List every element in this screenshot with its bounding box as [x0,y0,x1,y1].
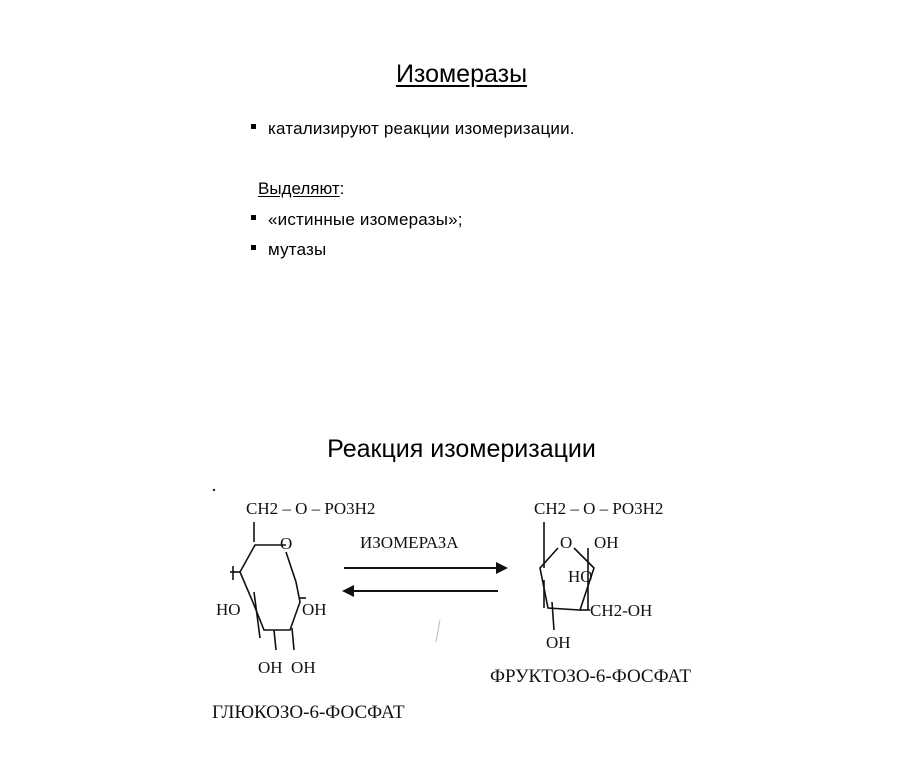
glucose-ring-oxygen: O [280,534,293,553]
distinguish-label-text: Выделяют [258,179,340,198]
isomerization-scheme [200,480,692,730]
enzyme-label: ИЗОМЕРАЗА [360,533,459,552]
glucose-name: ГЛЮКОЗО-6-ФОСФАТ [212,702,405,723]
glucose-oh-bottom-label: OH OH [258,658,316,677]
stray-mark [436,620,440,642]
bullet-catalyze [251,118,575,140]
reaction-subtitle: Реакция изомеризации [327,435,596,463]
fructose-ho-label: HO [568,567,593,586]
glucose-ho-label: HO [216,600,241,619]
glucose-oh-right-label: OH [302,600,327,619]
stray-dot [213,489,215,491]
slide-title-text: Изомеразы [395,60,528,88]
fructose-ch2oh-label: CH2-OH [590,601,653,620]
distinguish-label [258,178,344,200]
bullet-mutases [251,239,326,261]
glucose-ring [230,522,306,650]
bullet-square-icon [251,245,256,250]
slide-title [0,58,923,90]
bullet-mutases-text: мутазы [268,240,327,259]
equilibrium-arrows [342,562,508,597]
glucose-phosphate-group: CH2 – O – PO3H2 [246,499,376,518]
fructose-name: ФРУКТОЗО-6-ФОСФАТ [490,666,692,687]
fructose-phosphate-group: CH2 – O – PO3H2 [534,499,664,518]
distinguish-label-colon: : [339,179,345,198]
fructose-ring-oxygen: O [560,533,573,552]
fructose-oh-bottom-label: OH [546,633,571,652]
bullet-true-isomerases-text: «истинные изомеразы»; [268,210,463,229]
bullet-square-icon [251,124,256,129]
fructose-oh-top-label: OH [594,533,619,552]
bullet-catalyze-text: катализируют реакции изомеризации. [268,119,575,138]
bullet-square-icon [251,215,256,220]
bullet-true-isomerases [251,209,463,231]
